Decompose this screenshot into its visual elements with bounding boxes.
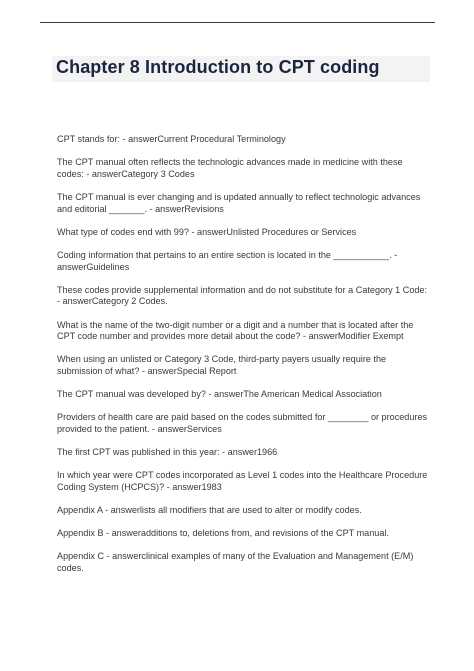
qa-item: These codes provide supplemental information and do not substitute for a Category 1 Code: - answerCategory 2 Codes. <box>57 284 428 307</box>
qa-item: The CPT manual is ever changing and is updated annually to reflect technologic advances and editorial _______. - answerRevisions <box>57 191 421 214</box>
qa-item: The first CPT was published in this year: - answer1966 <box>57 447 278 458</box>
qa-item: The CPT manual was developed by? - answerThe American Medical Association <box>57 389 382 400</box>
qa-item: The CPT manual often reflects the technologic advances made in medicine with these codes: - answerCategory 3 Codes <box>57 157 403 179</box>
qa-item: What type of codes end with 99? - answerUnlisted Procedures or Services <box>57 226 357 237</box>
qa-list <box>57 134 429 586</box>
qa-item: What is the name of the two-digit number or a digit and a number that is located after the CPT code number and provides more detail about the code? - answerModifier Exempt <box>57 319 414 342</box>
qa-item: Providers of health care are paid based on the codes submitted for ________ or procedures provided to the patient. - answerServices <box>57 412 428 434</box>
qa-item: Appendix B - answeradditions to, deletions from, and revisions of the CPT manual. <box>57 528 389 539</box>
qa-item: CPT stands for: - answerCurrent Procedural Terminology <box>57 134 286 144</box>
qa-item: Appendix C - answerclinical examples of many of the Evaluation and Management (E/M) codes. <box>57 551 414 573</box>
top-rule <box>40 22 435 23</box>
qa-item: In which year were CPT codes incorporated as Level 1 codes into the Healthcare Procedure Coding System (HCPCS)? - answer1983 <box>57 470 428 492</box>
qa-item: Coding information that pertains to an entire section is located in the ___________. - answerGuidelines <box>57 249 398 272</box>
qa-item: Appendix A - answerlists all modifiers that are used to alter or modify codes. <box>57 505 362 515</box>
qa-item: When using an unlisted or Category 3 Code, third-party payers usually require the submission of what? - answerSpecial Report <box>57 354 387 376</box>
page-title: Chapter 8 Introduction to CPT coding <box>56 57 380 77</box>
